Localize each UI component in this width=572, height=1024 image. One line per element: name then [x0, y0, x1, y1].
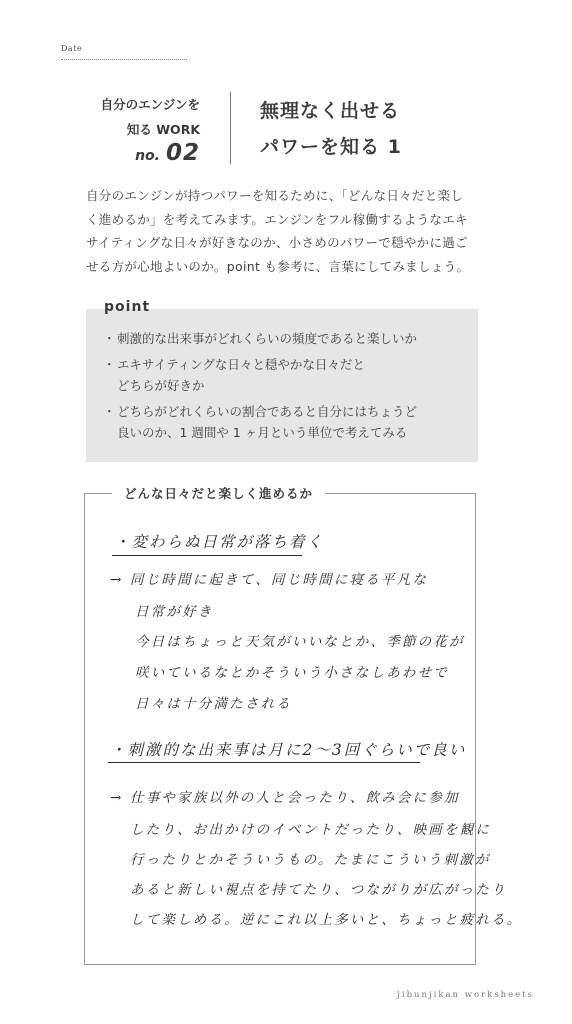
point-label: point — [104, 299, 151, 315]
work-label — [60, 92, 200, 142]
handwritten-line: して楽しめる。逆にこれ以上多いと、ちょっと疲れる。 — [130, 912, 523, 928]
handwritten-heading-1: ・変わらぬ日常が落ち着く — [114, 533, 325, 551]
bullet-icon: ・ — [103, 331, 116, 346]
handwritten-line: 日常が好き — [135, 604, 214, 620]
handwritten-line: 日々は十分満たされる — [135, 696, 292, 712]
bullet-icon: ・ — [103, 357, 116, 372]
date-label: Date — [61, 44, 83, 53]
page-title — [260, 93, 402, 165]
point-item-text: どちらがどれくらいの割合であると自分にはちょうど — [117, 404, 418, 419]
work-label-line1: 自分のエンジンを — [100, 97, 200, 112]
handwritten-line: 行ったりとかそういうもの。たまにこういう刺激が — [130, 852, 491, 868]
intro-line: 自分のエンジンが持つパワーを知るために、「どんな日々だと楽し — [86, 188, 464, 203]
handwritten-line: したり、お出かけのイベントだったり、映画を観に — [130, 822, 492, 838]
point-item-text: どちらが好きか — [117, 378, 205, 393]
point-list — [103, 328, 473, 448]
work-number-value: 02 — [165, 140, 200, 166]
point-item-text: 良いのか、1 週間や 1 ヶ月という単位で考えてみる — [117, 425, 408, 440]
point-item — [103, 401, 473, 443]
handwritten-line: 今日はちょっと天気がいいなとか、季節の花が — [135, 634, 465, 650]
point-item-text: エキサイティングな日々と穏やかな日々だと — [117, 357, 365, 372]
heading-1-underline — [112, 555, 302, 556]
page-title-line2: パワーを知る 1 — [260, 136, 402, 158]
point-item — [103, 354, 473, 396]
page-title-line1: 無理なく出せる — [260, 100, 401, 122]
work-number-prefix: no. — [135, 148, 160, 164]
heading-2-underline — [108, 762, 420, 763]
handwritten-line: → 同じ時間に起きて、同じ時間に寝る平凡な — [110, 572, 429, 588]
date-line[interactable] — [61, 59, 187, 60]
bullet-icon: ・ — [103, 404, 116, 419]
work-number — [60, 140, 200, 166]
handwritten-heading-2: ・刺激的な出来事は月に2〜3回ぐらいで良い — [110, 741, 467, 759]
point-item — [103, 328, 473, 349]
handwritten-line: 咲いているなとかそういう小さなしあわせで — [135, 665, 449, 681]
point-item-text: 刺激的な出来事がどれくらいの頻度であると楽しいか — [117, 331, 418, 346]
intro-text — [86, 184, 490, 278]
answer-frame-title: どんな日々だと楽しく進めるか — [112, 484, 325, 502]
work-label-line2: 知る WORK — [126, 122, 200, 137]
intro-line: く進めるか」を考えてみます。エンジンをフル稼働するようなエキ — [86, 211, 468, 227]
intro-line: せる方が心地よいのか。point も参考に、言葉にしてみましょう。 — [86, 258, 470, 274]
handwritten-line: → 仕事や家族以外の人と会ったり、飲み会に参加 — [110, 790, 460, 806]
handwritten-line: あると新しい視点を持てたり、つながりが広がったり — [130, 882, 507, 898]
footer-brand: jibunjikan worksheets — [397, 990, 534, 1000]
title-divider — [230, 92, 231, 164]
intro-line: サイティングな日々が好きなのか、小さめのパワーで穏やかに過ご — [86, 235, 468, 250]
